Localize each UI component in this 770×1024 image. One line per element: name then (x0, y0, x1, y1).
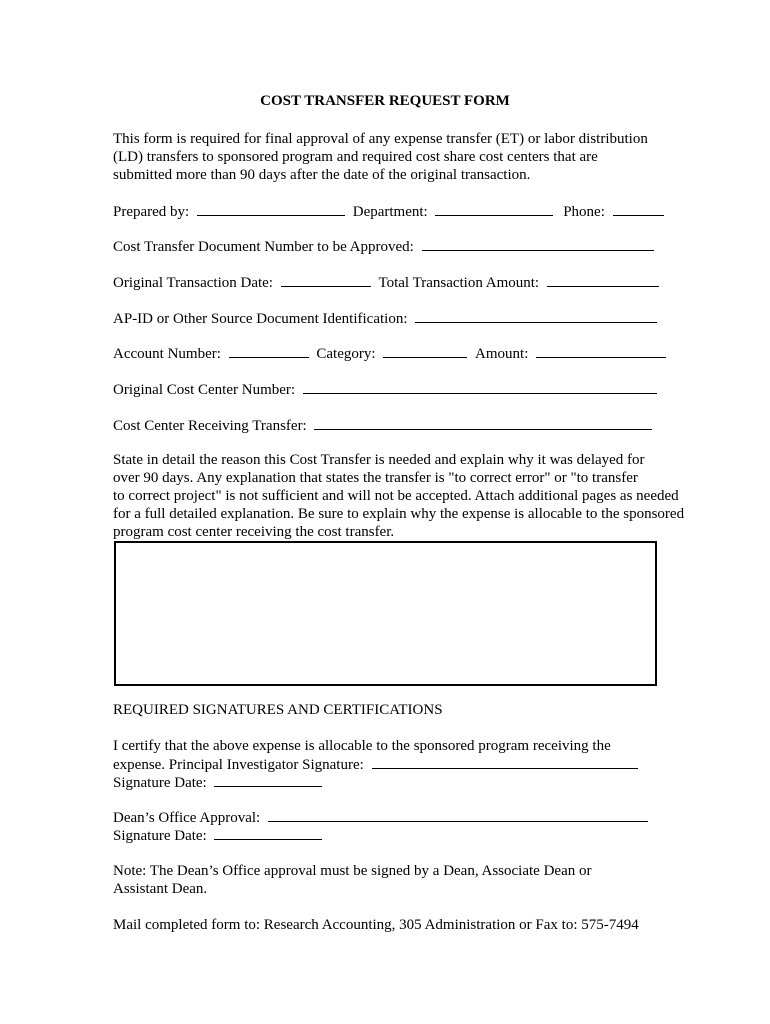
explanation-textbox[interactable] (114, 541, 657, 686)
original-cost-center-row (113, 380, 657, 399)
certify-line-2-row (113, 755, 638, 774)
apid-label: AP-ID or Other Source Document Identification: (113, 311, 408, 327)
phone-label: Phone: (563, 204, 605, 220)
explanation-line-4: for a full detailed explanation. Be sure to explain why the expense is allocable to the sponsored (113, 506, 685, 522)
prepared-by-field[interactable] (197, 202, 345, 216)
explanation-line-3: to correct project" is not sufficient and will not be accepted. Attach additional pages as needed (113, 488, 679, 504)
department-field[interactable] (435, 202, 553, 216)
account-row (113, 344, 666, 363)
apid-field[interactable] (415, 309, 657, 323)
phone-field[interactable] (613, 202, 664, 216)
pi-signature-date-field[interactable] (214, 773, 322, 787)
signatures-heading: REQUIRED SIGNATURES AND CERTIFICATIONS (113, 702, 443, 718)
note-line-1: Note: The Dean’s Office approval must be signed by a Dean, Associate Dean or (113, 863, 592, 879)
amount-field[interactable] (536, 344, 666, 358)
total-amount-label: Total Transaction Amount: (378, 275, 540, 291)
apid-row (113, 309, 657, 328)
document-number-field[interactable] (422, 237, 654, 251)
dean-signature-date-field[interactable] (214, 826, 322, 840)
amount-label: Amount: (475, 346, 529, 362)
original-date-label: Original Transaction Date: (113, 275, 273, 291)
receiving-cost-center-row (113, 416, 652, 435)
document-number-label: Cost Transfer Document Number to be Approved: (113, 239, 414, 255)
prepared-by-label: Prepared by: (113, 204, 190, 220)
account-number-field[interactable] (229, 344, 309, 358)
prepared-by-row (113, 202, 664, 221)
pi-signature-label: expense. Principal Investigator Signature: (113, 757, 364, 773)
original-date-field[interactable] (281, 273, 371, 287)
pi-signature-field[interactable] (372, 755, 638, 769)
explanation-line-2: over 90 days. Any explanation that states the transfer is "to correct error" or "to transfer (113, 470, 638, 486)
account-number-label: Account Number: (113, 346, 221, 362)
note-line-2: Assistant Dean. (113, 881, 208, 897)
dean-signature-date-row (113, 826, 322, 845)
receiving-cost-center-label: Cost Center Receiving Transfer: (113, 418, 307, 434)
dean-signature-date-label: Signature Date: (113, 828, 207, 844)
explanation-line-5: program cost center receiving the cost transfer. (113, 524, 395, 540)
form-title: COST TRANSFER REQUEST FORM (260, 93, 510, 109)
category-label: Category: (316, 346, 376, 362)
pi-signature-date-row (113, 773, 322, 792)
dean-approval-field[interactable] (268, 808, 648, 822)
dean-approval-row (113, 808, 648, 827)
original-cost-center-label: Original Cost Center Number: (113, 382, 296, 398)
dean-approval-label: Dean’s Office Approval: (113, 810, 261, 826)
original-cost-center-field[interactable] (303, 380, 657, 394)
total-amount-field[interactable] (547, 273, 659, 287)
receiving-cost-center-field[interactable] (314, 416, 652, 430)
intro-line-2: (LD) transfers to sponsored program and required cost share cost centers that are (113, 149, 598, 165)
intro-line-3: submitted more than 90 days after the date of the original transaction. (113, 167, 531, 183)
certify-line-1: I certify that the above expense is allocable to the sponsored program receiving the (113, 738, 611, 754)
category-field[interactable] (383, 344, 467, 358)
explanation-line-1: State in detail the reason this Cost Transfer is needed and explain why it was delayed for (113, 452, 645, 468)
department-label: Department: (352, 204, 428, 220)
pi-signature-date-label: Signature Date: (113, 775, 207, 791)
mail-instructions: Mail completed form to: Research Accounting, 305 Administration or Fax to: 575-7494 (113, 917, 639, 933)
document-number-row (113, 237, 654, 256)
intro-line-1: This form is required for final approval of any expense transfer (ET) or labor distribution (113, 131, 648, 147)
transaction-row (113, 273, 659, 292)
